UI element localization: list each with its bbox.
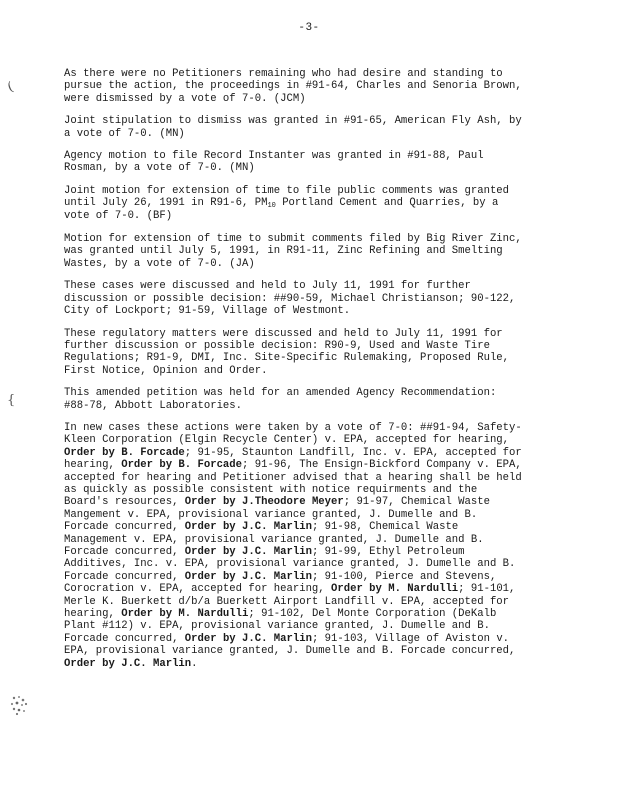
paragraph-text: As there were no Petitioners remaining who had desire and standing to pursue the action, the proceedings in #91-64, Charles and Senoria Brown, were dismissed by a vote of 7-0. (JCM) xyxy=(64,68,522,105)
order-by-text: Order by J.Theodore Meyer xyxy=(184,496,344,509)
minutes-paragraph xyxy=(64,422,522,670)
paragraph-text: Joint motion for extension of time to file public comments was granted until July 26, 1991 in R91-6, PM xyxy=(64,184,510,210)
paragraph-text: Joint stipulation to dismiss was granted in #91-65, American Fly Ash, by a vote of 7-0. (MN) xyxy=(64,115,522,140)
order-by-text: Order by M. Nardulli xyxy=(121,608,249,621)
paragraph-text: ; 91-95, Staunton Landfill, Inc. v. EPA, accepted for hearing, xyxy=(64,446,522,472)
order-by-text: Order by J.C. Marlin xyxy=(184,570,312,583)
paragraph-text: ; 91-101, Merle K. Buerkett d/b/a Buerkett Airport Landfill v. EPA, accepted for hearing, xyxy=(64,583,516,621)
page-number: -3- xyxy=(298,22,320,34)
minutes-paragraph xyxy=(64,280,522,317)
paragraph-text: Portland Cement and Quarries, by a vote of 7-0. (BF) xyxy=(64,197,499,222)
subscript-text: 10 xyxy=(267,202,276,211)
order-by-text: Order by B. Forcade xyxy=(64,446,185,459)
paragraph-text: ; 91-103, Village of Aviston v. EPA, provisional variance granted, J. Dumelle and B. Forcade concurred, xyxy=(64,632,516,658)
paragraph-text: ; 91-98, Chemical Waste Management v. EPA, provisional variance granted, J. Dumelle and B. Forcade concurred, xyxy=(64,521,484,558)
minutes-paragraph xyxy=(64,150,522,175)
minutes-paragraph xyxy=(64,115,522,140)
paragraph-text: Motion for extension of time to submit comments filed by Big River Zinc, was granted until July 5, 1991, in R91-11, Zinc Refining and Smelting Wastes, by a vote of 7-0. (JA) xyxy=(64,233,522,270)
paragraph-text: These regulatory matters were discussed and held to July 11, 1991 for further discussion or possible decision: R90-9, Used and Waste Tire Regulations; R91-9, DMI, Inc. Site-Specific Rulemaking, Proposed Rule, First Notice, Opinion and Order. xyxy=(64,327,510,377)
margin-mark-icon: ( xyxy=(5,79,16,96)
paragraph-text: ; 91-102, Del Monte Corporation (DeKalb Plant #112) v. EPA, provisional variance granted, J. Dumelle and B. Forcade concurred, xyxy=(64,608,497,645)
margin-mark-icon: { xyxy=(7,393,16,408)
order-by-text: Order by B. Forcade xyxy=(121,459,243,472)
minutes-paragraph xyxy=(64,68,522,105)
paragraph-text: In new cases these actions were taken by a vote of 7-0: ##91-94, Safety-Kleen Corporation (Elgin Recycle Center) v. EPA, accepted for hearing, xyxy=(64,421,522,447)
paragraph-text: . xyxy=(191,657,198,670)
minutes-paragraph xyxy=(64,233,522,270)
minutes-paragraph xyxy=(64,185,522,222)
scan-speck-icon xyxy=(8,693,30,717)
paragraph-text: ; 91-97, Chemical Waste Mangement v. EPA, provisional variance granted, J. Dumelle and B. Forcade concurred, xyxy=(64,496,490,534)
order-by-text: Order by J.C. Marlin xyxy=(64,657,192,670)
paragraph-text: This amended petition was held for an amended Agency Recommendation: #88-78, Abbott Laboratories. xyxy=(64,387,497,412)
order-by-text: Order by J.C. Marlin xyxy=(184,632,312,645)
order-by-text: Order by M. Nardulli xyxy=(331,583,459,596)
paragraph-text: Agency motion to file Record Instanter was granted in #91-88, Paul Rosman, by a vote of 7-0. (MN) xyxy=(64,150,484,175)
paragraph-text: ; 91-96, The Ensign-Bickford Company v. EPA, accepted for hearing and Petitioner advised that a hearing shall be held as quickly as possible consistent with notice requirments and the Board's resources, xyxy=(64,459,522,509)
order-by-text: Order by J.C. Marlin xyxy=(184,546,312,558)
minutes-paragraph xyxy=(64,387,522,412)
paragraph-text: ; 91-99, Ethyl Petroleum Additives, Inc. v. EPA, provisional variance granted, J. Dumelle and B. Forcade concurred, xyxy=(64,546,516,583)
paragraph-text: ; 91-100, Pierce and Stevens, Corocration v. EPA, accepted for hearing, xyxy=(64,570,497,596)
minutes-paragraph xyxy=(64,328,522,378)
order-by-text: Order by J.C. Marlin xyxy=(184,521,312,534)
paragraph-text: These cases were discussed and held to July 11, 1991 for further discussion or possible decision: ##90-59, Michael Christianson; 90-122, City of Lockport; 91-59, Village of Westmont. xyxy=(64,280,516,318)
document-body xyxy=(64,68,522,680)
